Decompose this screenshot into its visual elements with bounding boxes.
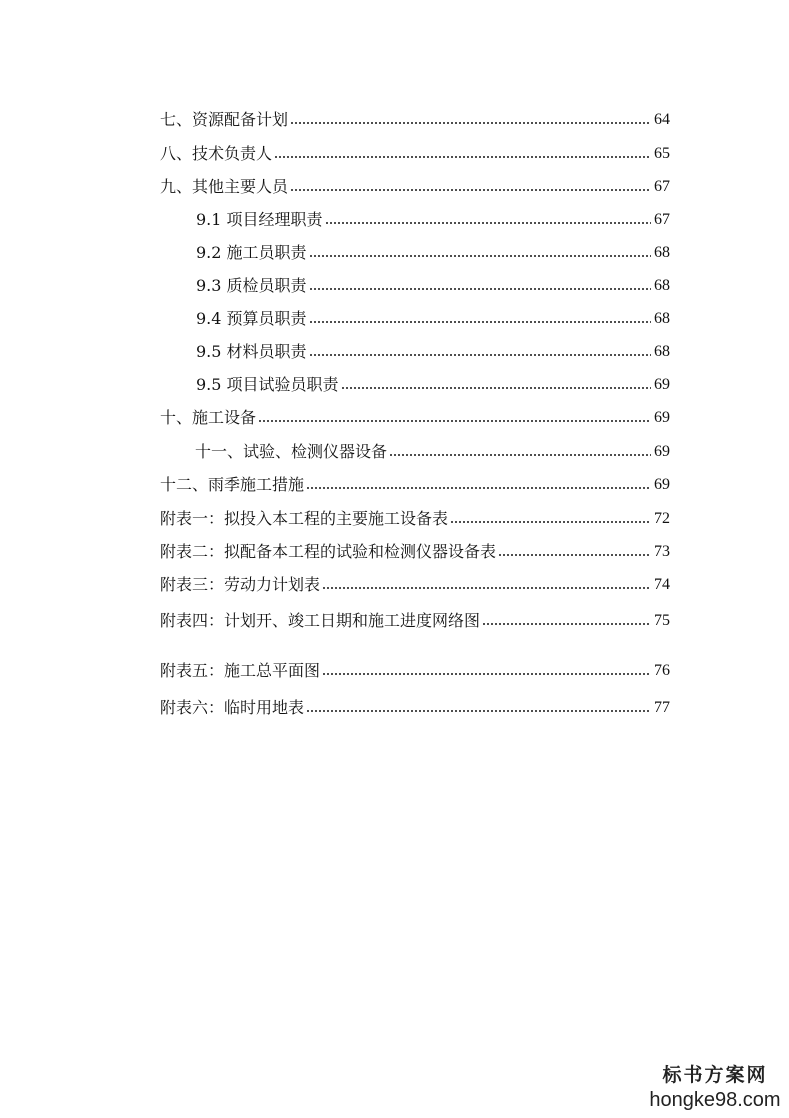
toc-subentry[interactable]	[196, 237, 670, 263]
toc-entry-page: 68	[654, 343, 670, 360]
toc-dot-leader	[290, 187, 651, 193]
toc-entry-title: 附表三：劳动力计划表	[160, 575, 321, 594]
toc-dot-leader	[482, 621, 651, 627]
toc-dot-leader	[389, 452, 651, 458]
toc-entry-page: 69	[654, 376, 670, 393]
toc-entry[interactable]	[160, 605, 670, 631]
toc-dot-leader	[498, 552, 651, 558]
toc-dot-leader	[322, 585, 651, 591]
toc-entry-title: 十、施工设备	[160, 408, 257, 427]
toc-entry[interactable]	[160, 569, 670, 595]
toc-entry-page: 68	[654, 277, 670, 294]
toc-entry-title: 附表五：施工总平面图	[160, 661, 321, 680]
toc-entry-page: 72	[654, 510, 670, 527]
toc-entry-page: 67	[654, 178, 670, 195]
toc-dot-leader	[309, 286, 651, 292]
toc-entry-title: 9.5 项目试验员职责	[196, 375, 339, 394]
toc-entry[interactable]	[160, 503, 670, 529]
toc-entry-page: 64	[654, 111, 670, 128]
toc-dot-leader	[341, 385, 651, 391]
toc-dot-leader	[306, 708, 651, 714]
toc-entry-title: 附表一：拟投入本工程的主要施工设备表	[160, 509, 449, 528]
site-watermark	[640, 1062, 789, 1118]
toc-dot-leader	[258, 418, 651, 424]
toc-dot-leader	[309, 319, 651, 325]
toc-entry-title: 十一、试验、检测仪器设备	[195, 442, 388, 461]
toc-entry[interactable]	[160, 138, 670, 164]
toc-entry-title: 七、资源配备计划	[160, 110, 289, 129]
toc-entry-page: 74	[654, 576, 670, 593]
toc-entry[interactable]	[160, 692, 670, 718]
toc-subentry[interactable]	[196, 270, 670, 296]
toc-entry-page: 68	[654, 244, 670, 261]
toc-entry-title: 八、技术负责人	[160, 144, 273, 163]
toc-dot-leader	[322, 671, 651, 677]
toc-entry-title: 9.3 质检员职责	[196, 276, 307, 295]
toc-entry[interactable]	[160, 469, 670, 495]
watermark-domain-text: hongke98.com	[649, 1089, 781, 1111]
toc-dot-leader	[309, 352, 651, 358]
toc-entry[interactable]	[160, 655, 670, 681]
toc-entry-title: 十二、雨季施工措施	[160, 475, 305, 494]
toc-dot-leader	[450, 519, 651, 525]
toc-subentry[interactable]	[196, 204, 670, 230]
toc-entry-page: 69	[654, 409, 670, 426]
toc-entry-title: 九、其他主要人员	[160, 177, 289, 196]
toc-dot-leader	[290, 120, 651, 126]
toc-subentry[interactable]	[195, 436, 670, 462]
toc-entry-title: 附表六：临时用地表	[160, 698, 305, 717]
toc-dot-leader	[274, 154, 651, 160]
toc-entry-title: 9.4 预算员职责	[196, 309, 307, 328]
watermark-chinese-text: 标书方案网	[662, 1064, 768, 1086]
toc-entry-page: 68	[654, 310, 670, 327]
toc-subentry[interactable]	[196, 336, 670, 362]
toc-entry-title: 9.2 施工员职责	[196, 243, 307, 262]
toc-entry[interactable]	[160, 104, 670, 130]
toc-entry-page: 73	[654, 543, 670, 560]
toc-entry-page: 69	[654, 443, 670, 460]
toc-entry-title: 9.5 材料员职责	[196, 342, 307, 361]
toc-entry-page: 75	[654, 612, 670, 629]
toc-entry[interactable]	[160, 402, 670, 428]
toc-entry-page: 76	[654, 662, 670, 679]
toc-subentry[interactable]	[196, 303, 670, 329]
toc-entry-page: 69	[654, 476, 670, 493]
toc-entry-page: 67	[654, 211, 670, 228]
toc-dot-leader	[325, 220, 651, 226]
toc-entry-title: 9.1 项目经理职责	[196, 210, 323, 229]
toc-entry[interactable]	[160, 536, 670, 562]
toc-entry[interactable]	[160, 171, 670, 197]
toc-entry-title: 附表二：拟配备本工程的试验和检测仪器设备表	[160, 542, 497, 561]
toc-entry-page: 65	[654, 145, 670, 162]
toc-dot-leader	[306, 485, 651, 491]
toc-subentry[interactable]	[196, 369, 670, 395]
toc-dot-leader	[309, 253, 651, 259]
toc-entry-page: 77	[654, 699, 670, 716]
toc-entry-title: 附表四：计划开、竣工日期和施工进度网络图	[160, 611, 481, 630]
